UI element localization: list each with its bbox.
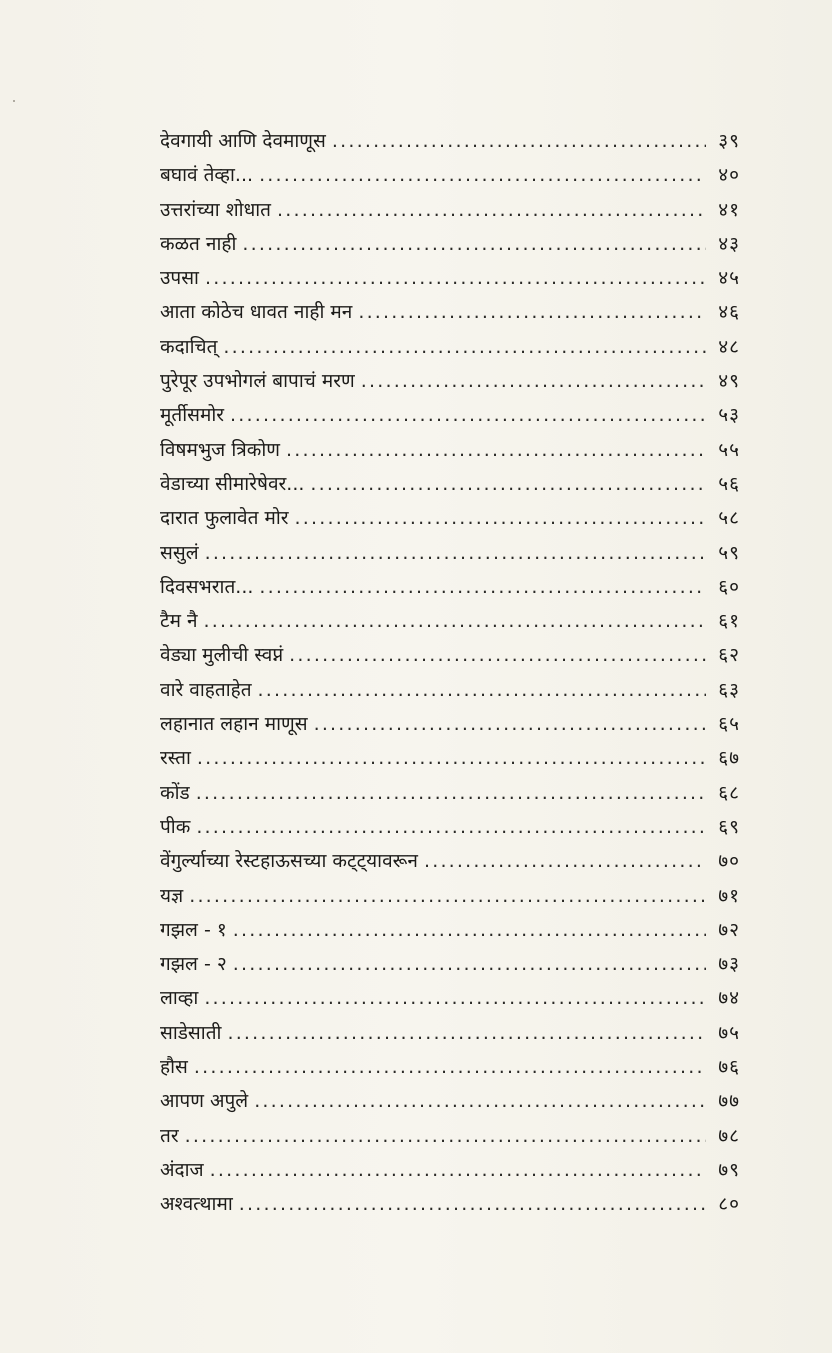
entry-page-number: ४६	[718, 301, 740, 324]
entry-title: वेड्या मुलीची स्वप्नं	[160, 644, 284, 667]
toc-entry	[160, 1050, 740, 1084]
dot-leader	[227, 1016, 706, 1050]
toc-entry	[160, 261, 740, 295]
entry-page-number: ६०	[718, 575, 740, 598]
entry-title: पुरेपूर उपभोगलं बापाचं मरण	[160, 370, 355, 393]
entry-title: हौस	[160, 1056, 188, 1079]
dot-leader	[314, 707, 706, 741]
toc-entry	[160, 1153, 740, 1187]
entry-page-number: ४१	[718, 198, 740, 221]
dot-leader	[205, 261, 706, 295]
toc-entry	[160, 981, 740, 1015]
toc-entry	[160, 913, 740, 947]
dot-leader	[185, 1119, 706, 1153]
entry-title: लहानात लहान माणूस	[160, 713, 308, 736]
entry-title: देवगायी आणि देवमाणूस	[160, 130, 326, 152]
entry-title: मूर्तीसमोर	[160, 404, 225, 427]
entry-page-number: ७५	[718, 1021, 740, 1044]
toc-entry	[160, 364, 740, 398]
toc-entry	[160, 1016, 740, 1050]
entry-page-number: ४३	[718, 232, 740, 255]
entry-title: कोंड	[160, 781, 190, 804]
entry-title: पीक	[160, 815, 191, 838]
entry-title: कळत नाही	[160, 232, 237, 255]
dot-leader	[277, 193, 706, 227]
entry-title: यज्ञ	[160, 884, 184, 907]
entry-page-number: ६८	[718, 781, 740, 804]
entry-title: ससुलं	[160, 541, 199, 564]
entry-page-number: ७८	[718, 1124, 740, 1147]
dot-leader	[332, 124, 706, 158]
dot-leader	[230, 398, 706, 432]
dot-leader	[358, 295, 706, 329]
entry-title: दारात फुलावेत मोर	[160, 507, 289, 530]
entry-page-number: ५८	[718, 507, 740, 530]
dot-leader	[259, 158, 706, 192]
toc-entry	[160, 193, 740, 227]
toc-entry	[160, 501, 740, 535]
dot-leader	[233, 947, 706, 981]
dot-leader	[189, 879, 706, 913]
entry-title: अंदाज	[160, 1158, 204, 1181]
entry-page-number: ७४	[718, 987, 740, 1010]
toc-entry	[160, 1084, 740, 1118]
entry-title: उपसा	[160, 267, 199, 290]
entry-page-number: ७०	[718, 850, 740, 873]
entry-title: उत्तरांच्या शोधात	[160, 198, 272, 221]
dot-leader	[233, 913, 706, 947]
dot-leader	[242, 227, 706, 261]
toc-entry	[160, 604, 740, 638]
entry-page-number: ५६	[718, 472, 740, 495]
toc-entry	[160, 844, 740, 878]
toc-entry	[160, 1187, 740, 1221]
toc-entry	[160, 810, 740, 844]
toc-entry	[160, 227, 740, 261]
entry-title: वारे वाहताहेत	[160, 678, 252, 701]
entry-title: आपण अपुले	[160, 1090, 249, 1113]
entry-page-number: ३९	[718, 130, 740, 152]
toc-entry	[160, 776, 740, 810]
toc-entry	[160, 879, 740, 913]
entry-title: अश्वत्थामा	[160, 1193, 233, 1216]
toc-entry	[160, 570, 740, 604]
dot-leader	[196, 810, 706, 844]
entry-page-number: ६५	[718, 713, 740, 736]
dot-leader	[223, 330, 706, 364]
dot-leader	[196, 776, 706, 810]
entry-title: वेंगुर्ल्याच्या रेस्टहाऊसच्या कट्ट्यावरून	[160, 850, 418, 873]
entry-title: तर	[160, 1124, 179, 1147]
dot-leader	[194, 1050, 706, 1084]
dot-leader	[289, 638, 706, 672]
toc-entry	[160, 158, 740, 192]
entry-title: दिवसभरात...	[160, 575, 254, 598]
entry-title: टैम नै	[160, 610, 198, 633]
entry-page-number: ७२	[718, 918, 740, 941]
table-of-contents	[160, 124, 740, 1222]
entry-title: कदाचित्	[160, 335, 218, 358]
entry-page-number: ४०	[718, 164, 740, 187]
entry-page-number: ५३	[718, 404, 740, 427]
dot-leader	[286, 433, 706, 467]
toc-entry	[160, 398, 740, 432]
entry-page-number: ६२	[718, 644, 740, 667]
entry-title: वेडाच्या सीमारेषेवर...	[160, 472, 305, 495]
dot-leader	[239, 1187, 706, 1221]
entry-title: बघावं तेव्हा...	[160, 164, 254, 187]
entry-page-number: ५५	[718, 438, 740, 461]
toc-entry	[160, 947, 740, 981]
entry-title: गझल - १	[160, 918, 227, 941]
entry-page-number: ७७	[718, 1090, 740, 1113]
dot-leader	[258, 673, 706, 707]
dot-leader	[210, 1153, 706, 1187]
entry-title: विषमभुज त्रिकोण	[160, 438, 280, 461]
entry-page-number: ४९	[718, 370, 740, 393]
dot-leader	[205, 536, 706, 570]
entry-page-number: ४५	[718, 267, 740, 290]
toc-entry	[160, 707, 740, 741]
entry-page-number: ४८	[718, 335, 740, 358]
entry-page-number: ५९	[718, 541, 740, 564]
toc-entry	[160, 1119, 740, 1153]
toc-entry	[160, 741, 740, 775]
toc-entry	[160, 467, 740, 501]
entry-page-number: ७६	[718, 1056, 740, 1079]
dot-leader	[204, 604, 706, 638]
toc-entry	[160, 124, 740, 158]
entry-title: लाव्हा	[160, 987, 199, 1010]
toc-entry	[160, 673, 740, 707]
entry-page-number: ८०	[718, 1193, 740, 1216]
entry-title: साडेसाती	[160, 1021, 222, 1044]
toc-entry	[160, 433, 740, 467]
dot-leader	[424, 844, 706, 878]
dot-leader	[204, 981, 706, 1015]
entry-page-number: ७९	[718, 1158, 740, 1181]
entry-title: आता कोठेच धावत नाही मन	[160, 301, 353, 324]
entry-title: गझल - २	[160, 953, 227, 976]
dot-leader	[295, 501, 706, 535]
paper-speck	[13, 100, 15, 102]
dot-leader	[254, 1084, 706, 1118]
toc-entry	[160, 295, 740, 329]
toc-entry	[160, 330, 740, 364]
entry-page-number: ७३	[718, 953, 740, 976]
entry-page-number: ६१	[718, 610, 740, 633]
entry-page-number: ७१	[718, 884, 740, 907]
dot-leader	[259, 570, 706, 604]
toc-entry	[160, 536, 740, 570]
entry-page-number: ६७	[718, 747, 740, 770]
entry-page-number: ६९	[718, 815, 740, 838]
entry-title: रस्ता	[160, 747, 191, 770]
dot-leader	[310, 467, 706, 501]
toc-entry	[160, 638, 740, 672]
dot-leader	[197, 741, 706, 775]
entry-page-number: ६३	[718, 678, 740, 701]
dot-leader	[361, 364, 706, 398]
